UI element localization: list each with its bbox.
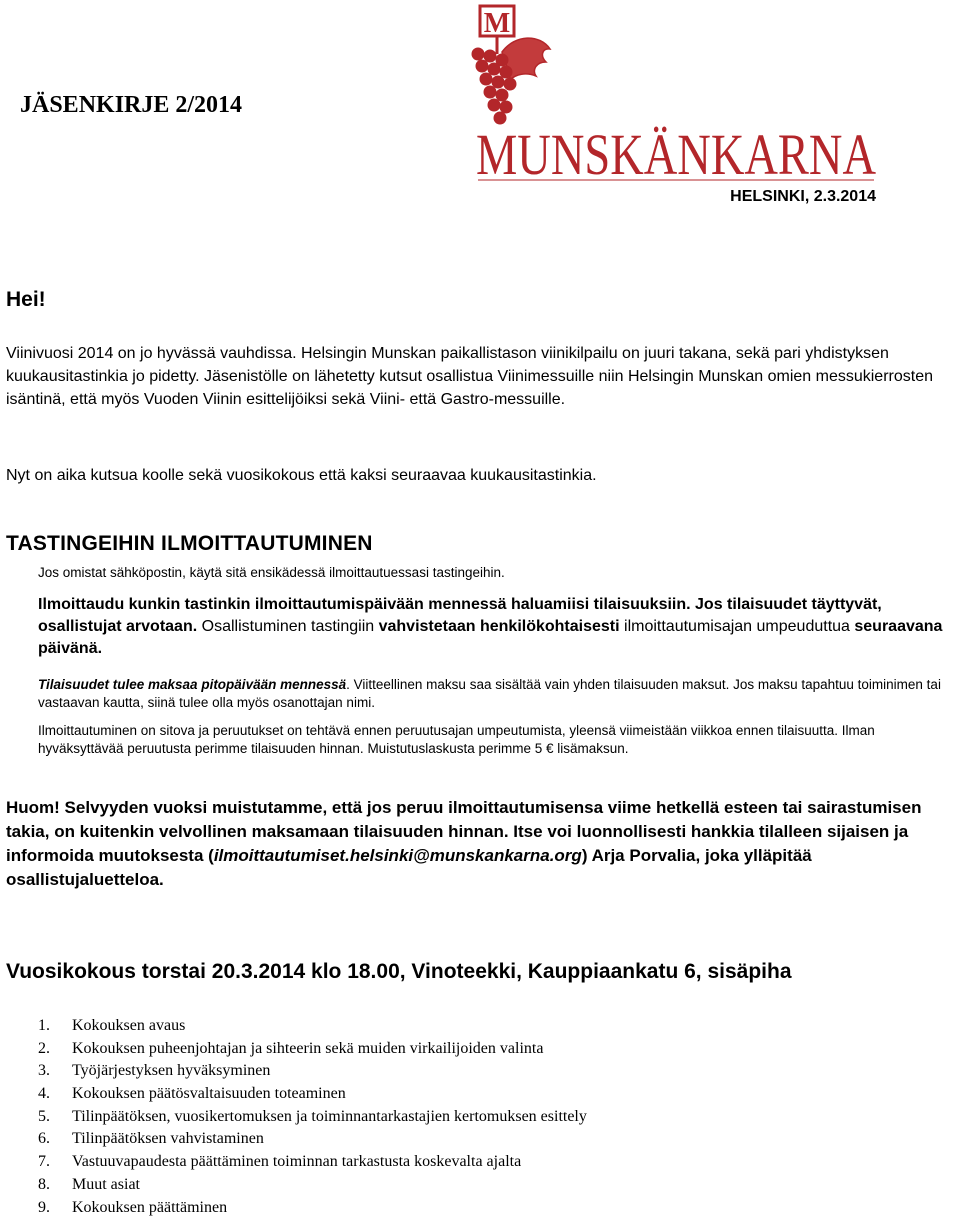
agenda-item [38, 1060, 587, 1083]
notice-label: Huom! [6, 798, 60, 817]
agenda-item-number: 5. [38, 1107, 50, 1125]
intro-paragraph: Viinivuosi 2014 on jo hyvässä vauhdissa. Helsingin Munskan paikallistason viinikilpailu on juuri takana, sekä pari yhdistyksen kuukausitastinkia jo pidetty. Jäsenistölle on lähetetty kutsut osallistua Viinimessuille niin Helsingin Munskan omien messukierrosten isäntinä, että myös Vuoden Viinin esittelijöiksi sekä Viini- että Gastro-messuille. [6, 345, 933, 408]
agenda-item-text: Kokouksen päätösvaltaisuuden toteaminen [72, 1085, 346, 1103]
agenda-item-number: 9. [38, 1198, 50, 1216]
registration-heading: TASTINGEIHIN ILMOITTAUTUMINEN [6, 532, 373, 555]
agenda-item-number: 3. [38, 1062, 50, 1080]
agenda-item [38, 1174, 587, 1197]
registration-confirm-text-2: ilmoittautumisajan umpeuduttua [619, 618, 855, 635]
registration-confirm-day: seuraavana päivänä. [38, 618, 943, 657]
greeting: Hei! [6, 288, 46, 311]
notice-text-end: ) Arja Porvalia, joka ylläpitää osallistujaluetteloa. [6, 846, 812, 889]
agenda-item-text: Työjärjestyksen hyväksyminen [72, 1062, 271, 1080]
agenda-item-text: Vastuuvapaudesta päättäminen toiminnan tarkastusta koskevalta ajalta [72, 1153, 522, 1171]
invite-paragraph: Nyt on aika kutsua koolle sekä vuosikokous että kaksi seuraavaa kuukausitastinkia. [6, 467, 597, 484]
place-and-date: HELSINKI, 2.3.2014 [730, 188, 876, 205]
agenda-item-text: Tilinpäätöksen, vuosikertomuksen ja toiminnantarkastajien kertomuksen esittely [72, 1107, 587, 1125]
agenda-item-number: 2. [38, 1039, 50, 1057]
agenda-list [38, 1015, 587, 1219]
agenda-item-text: Muut asiat [72, 1175, 140, 1193]
registration-payment-note [38, 676, 958, 712]
registration-confirm-bold: vahvistetaan henkilökohtaisesti [378, 618, 620, 635]
agenda-item-text: Kokouksen puheenjohtajan ja sihteerin sekä muiden virkailijoiden valinta [72, 1039, 544, 1057]
registration-cancellation-note: Ilmoittautuminen on sitova ja peruutukset on tehtävä ennen peruutusajan umpeutumista, yleensä viimeistään viikkoa ennen tilaisuutta. Ilman hyväksyttävää peruutusta perimme tilaisuuden hinnan. Muistutuslaskusta perimme 5 € lisämaksun. [38, 723, 875, 756]
agenda-item [38, 1197, 587, 1220]
agenda-item [38, 1106, 587, 1129]
registration-email-note: Jos omistat sähköpostin, käytä sitä ensikädessä ilmoittautuessasi tastingeihin. [38, 565, 505, 580]
payment-details-text: . Viitteellinen maksu saa sisältää vain yhden tilaisuuden maksut. Jos maksu tapahtuu toiminimen tai vastaavan kautta, siinä tulee olla myös osanottajan nimi. [38, 677, 941, 710]
agenda-item [38, 1038, 587, 1061]
notice-text: Selvyyden vuoksi muistutamme, että jos peruu ilmoittautumisensa viime hetkellä esteen tai sairastumisen takia, on kuitenkin velvollinen maksamaan tilaisuuden hinnan. Itse voi luonnollisesti hankkia tilalleen sijaisen ja informoida muutoksesta ( [6, 798, 922, 865]
agenda-item-text: Kokouksen päättäminen [72, 1198, 228, 1216]
registration-deadline-text: Ilmoittaudu kunkin tastinkin ilmoittautumispäivään mennessä haluamiisi tilaisuuksiin. Jos tilaisuudet täyttyvät, osallistujat arvotaan. [38, 596, 882, 635]
agenda-item-number: 8. [38, 1175, 50, 1193]
agenda-item [38, 1083, 587, 1106]
agenda-item-number: 7. [38, 1153, 50, 1171]
agenda-item-text: Tilinpäätöksen vahvistaminen [72, 1130, 264, 1148]
agenda-item-number: 1. [38, 1017, 50, 1034]
payment-deadline-text: Tilaisuudet tulee maksaa pitopäivään mennessä [38, 677, 347, 692]
annual-meeting-heading: Vuosikokous torstai 20.3.2014 klo 18.00, Vinoteekki, Kauppiaankatu 6, sisäpiha [6, 960, 792, 983]
registration-confirm-text: Osallistuminen tastingiin [197, 618, 379, 635]
agenda-item-text: Kokouksen avaus [72, 1017, 186, 1034]
document-title: JÄSENKIRJE 2/2014 [20, 92, 243, 118]
agenda-item [38, 1128, 587, 1151]
munskankarna-logo [470, 4, 882, 187]
logo-wordmark: MUNSKÄNKARNA [476, 122, 877, 187]
agenda-item-number: 4. [38, 1085, 50, 1103]
registration-email-link[interactable]: ilmoittautumiset.helsinki@munskankarna.org [213, 846, 582, 865]
agenda-item [38, 1015, 587, 1038]
agenda-item [38, 1151, 587, 1174]
notice-paragraph [6, 796, 956, 892]
logo-monogram: M [483, 8, 511, 39]
registration-instructions [38, 594, 958, 660]
agenda-item-number: 6. [38, 1130, 50, 1148]
